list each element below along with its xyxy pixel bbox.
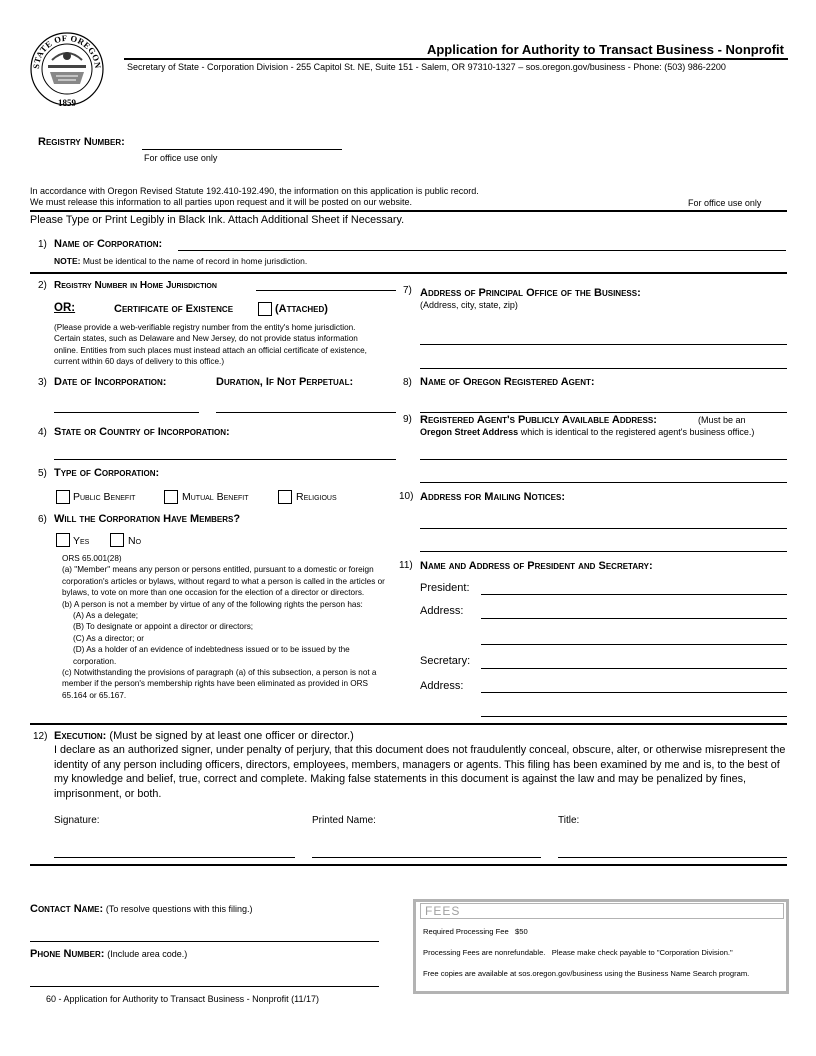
s4-number: 4) xyxy=(38,427,47,438)
incorporation-date-label: Date of Incorporation: xyxy=(54,376,167,388)
s11-number: 11) xyxy=(399,560,413,571)
fees-line2: Processing Fees are nonrefundable. Please make check payable to "Corporation Division." xyxy=(423,948,733,957)
ors-b: (b) A person is not a member by virtue of any of the following rights the person has: xyxy=(62,599,363,609)
secretary-field[interactable] xyxy=(481,668,787,669)
president-field[interactable] xyxy=(481,594,787,595)
ors-a: (a) "Member" means any person or persons entitled, pursuant to a domestic or foreign corporation's articles or bylaws, without regard to what a person is called in the articles or bylaws, to vote on more than one occasion for the election of a director or directors. xyxy=(62,565,385,598)
state-country-label: State or Country of Incorporation: xyxy=(54,426,230,438)
ors-title: ORS 65.001(28) xyxy=(62,554,122,563)
corporation-type-label: Type of Corporation: xyxy=(54,467,160,479)
principal-office-label: Address of Principal Office of the Business: xyxy=(420,287,641,299)
ors-b-item-b: (B) To designate or appoint a director or directors; xyxy=(73,622,254,632)
svg-text:STATE OF OREGON xyxy=(31,33,103,70)
execution-label: Execution: xyxy=(54,730,107,742)
s2-explanation: (Please provide a web-verifiable registry number from the entity's home jurisdiction. Certain states, such as Delaware and New Jersey, do not provide status information online. Entities from such places must instead attach an official certificate of existence, current within 60 days of delivery to this office.) xyxy=(54,323,367,367)
registered-agent-label: Name of Oregon Registered Agent: xyxy=(420,376,595,388)
corporation-name-label: Name of Corporation: xyxy=(54,238,163,250)
ors-c: (c) Notwithstanding the provisions of paragraph (a) of this subsection, a person is not a member if the person's membership rights have been eliminated as provided in ORS 65.164 or 65.167. xyxy=(62,668,377,700)
principal-office-hint: (Address, city, state, zip) xyxy=(420,300,518,310)
registry-office-note: For office use only xyxy=(144,153,218,163)
contact-name-field[interactable] xyxy=(30,941,379,942)
page-title: Application for Authority to Transact Business - Nonprofit xyxy=(426,42,784,57)
phone-number-field[interactable] xyxy=(30,986,379,987)
mutual-benefit-label: Mutual Benefit xyxy=(182,491,249,503)
title-label: Title: xyxy=(558,815,580,826)
s5-number: 5) xyxy=(38,468,47,479)
agent-address-label: Registered Agent's Publicly Available Address: xyxy=(420,414,657,426)
instructions: Please Type or Print Legibly in Black Ink. Attach Additional Sheet if Necessary. xyxy=(30,214,405,226)
seal-year: 1859 xyxy=(58,98,76,108)
secretary-address-label: Address: xyxy=(420,680,464,692)
president-address-label: Address: xyxy=(420,605,464,617)
page-subtitle: Secretary of State - Corporation Division - 255 Capitol St. NE, Suite 151 - Salem, OR 97310-1327 – sos.oregon.gov/business - Phone: (503) 986-2200 xyxy=(127,62,726,72)
public-record-line2: We must release this information to all parties upon request and it will be posted on our website. xyxy=(30,197,413,207)
signature-label: Signature: xyxy=(54,815,100,826)
public-benefit-label: Public Benefit xyxy=(73,491,136,503)
mailing-address-field-2[interactable] xyxy=(420,551,787,552)
president-label: President: xyxy=(420,582,470,594)
secretary-label: Secretary: xyxy=(420,655,471,667)
phone-number-label: Phone Number: xyxy=(30,948,105,960)
religious-label: Religious xyxy=(296,491,337,503)
mailing-address-label: Address for Mailing Notices: xyxy=(420,491,565,503)
agent-address-field-1[interactable] xyxy=(420,459,787,460)
printed-name-label: Printed Name: xyxy=(312,815,376,826)
s10-number: 10) xyxy=(399,491,414,502)
president-address-field-1[interactable] xyxy=(481,618,787,619)
mailing-address-field-1[interactable] xyxy=(420,528,787,529)
agent-address-hint2: which is identical to the registered agent's business office.) xyxy=(520,427,755,437)
execution-note: (Must be signed by at least one officer or director.) xyxy=(109,730,354,742)
contact-name-heading xyxy=(30,903,252,915)
agent-address-hint-line2 xyxy=(420,427,754,437)
phone-number-heading xyxy=(30,948,187,960)
s3-number: 3) xyxy=(38,377,47,388)
corporation-name-field[interactable] xyxy=(178,250,786,251)
ors-definition xyxy=(62,553,386,701)
duration-label: Duration, If Not Perpetual: xyxy=(216,376,354,388)
duration-field[interactable] xyxy=(216,412,396,413)
state-country-field[interactable] xyxy=(54,459,396,460)
registry-number-label: Registry Number: xyxy=(38,136,125,148)
fees-line3: Free copies are available at sos.oregon.gov/business using the Business Name Search program. xyxy=(423,969,750,978)
contact-name-label: Contact Name: xyxy=(30,903,104,915)
religious-checkbox[interactable] xyxy=(278,490,292,504)
principal-office-field-2[interactable] xyxy=(420,368,787,369)
attached-label: (Attached) xyxy=(275,303,328,315)
members-yes-label: Yes xyxy=(73,535,90,547)
s7-number: 7) xyxy=(403,285,412,296)
officers-label: Name and Address of President and Secretary: xyxy=(420,560,653,572)
public-benefit-checkbox[interactable] xyxy=(56,490,70,504)
home-registry-label: Registry Number in Home Jurisdiction xyxy=(54,280,217,291)
s1-note xyxy=(54,256,307,266)
ors-b-item-d: (D) As a holder of an evidence of indebtedness issued or to be issued by the corporation. xyxy=(73,645,350,666)
registered-agent-field[interactable] xyxy=(420,412,787,413)
execution-heading xyxy=(54,730,354,742)
home-registry-field[interactable] xyxy=(256,290,396,291)
form-footer: 60 - Application for Authority to Transact Business - Nonprofit (11/17) xyxy=(46,994,319,1004)
or-label: OR: xyxy=(54,302,76,314)
fees-title: FEES xyxy=(420,903,784,919)
s8-number: 8) xyxy=(403,377,412,388)
ors-b-item-a: (A) As a delegate; xyxy=(73,611,139,621)
state-seal xyxy=(30,30,104,112)
s1-number: 1) xyxy=(38,239,47,250)
registry-number-field[interactable] xyxy=(142,149,342,150)
president-address-field-2[interactable] xyxy=(481,644,787,645)
members-no-label: No xyxy=(128,535,142,547)
s2-number: 2) xyxy=(38,280,47,291)
mutual-benefit-checkbox[interactable] xyxy=(164,490,178,504)
members-no-checkbox[interactable] xyxy=(110,533,124,547)
note-label: NOTE: xyxy=(54,256,81,266)
public-record-line1: In accordance with Oregon Revised Statute 192.410-192.490, the information on this application is public record. xyxy=(30,186,479,196)
agent-address-field-2[interactable] xyxy=(420,482,787,483)
title-field[interactable] xyxy=(558,857,787,858)
principal-office-field-1[interactable] xyxy=(420,344,787,345)
certificate-label: Certificate of Existence xyxy=(114,303,234,315)
office-use-note: For office use only xyxy=(688,198,762,208)
seal-top-text: STATE OF OREGON xyxy=(30,32,104,70)
printed-name-field[interactable] xyxy=(312,857,541,858)
signature-field[interactable] xyxy=(54,857,295,858)
certificate-attached-checkbox[interactable] xyxy=(258,302,272,316)
ors-b-item-c: (C) As a director; or xyxy=(73,633,144,643)
incorporation-date-field[interactable] xyxy=(54,412,199,413)
s9-number: 9) xyxy=(403,414,412,425)
note-text: Must be identical to the name of record in home jurisdiction. xyxy=(82,256,308,266)
s6-number: 6) xyxy=(38,514,47,525)
secretary-address-field-1[interactable] xyxy=(481,692,787,693)
members-yes-checkbox[interactable] xyxy=(56,533,70,547)
secretary-address-field-2[interactable] xyxy=(481,716,787,717)
fees-line1: Required Processing Fee $50 xyxy=(423,927,528,936)
agent-address-hint-bold: Oregon Street Address xyxy=(420,427,519,437)
contact-name-hint: (To resolve questions with this filing.) xyxy=(105,904,253,914)
s12-number: 12) xyxy=(33,731,48,742)
fees-box xyxy=(413,899,789,994)
execution-declaration: I declare as an authorized signer, under penalty of perjury, that this document does not fraudulently conceal, obscure, alter, or otherwise misrepresent the identity of any person including officers, directors, employees, members, managers or agents. This filing has been examined by me and is, to the best of my knowledge and belief, true, correct and complete. Making false statements in this document is against the law and may be penalized by fines, imprisonment, or both. xyxy=(54,744,786,800)
agent-address-hint1: (Must be an xyxy=(698,415,746,425)
phone-number-hint: (Include area code.) xyxy=(107,949,188,959)
members-label: Will the Corporation Have Members? xyxy=(54,513,241,525)
